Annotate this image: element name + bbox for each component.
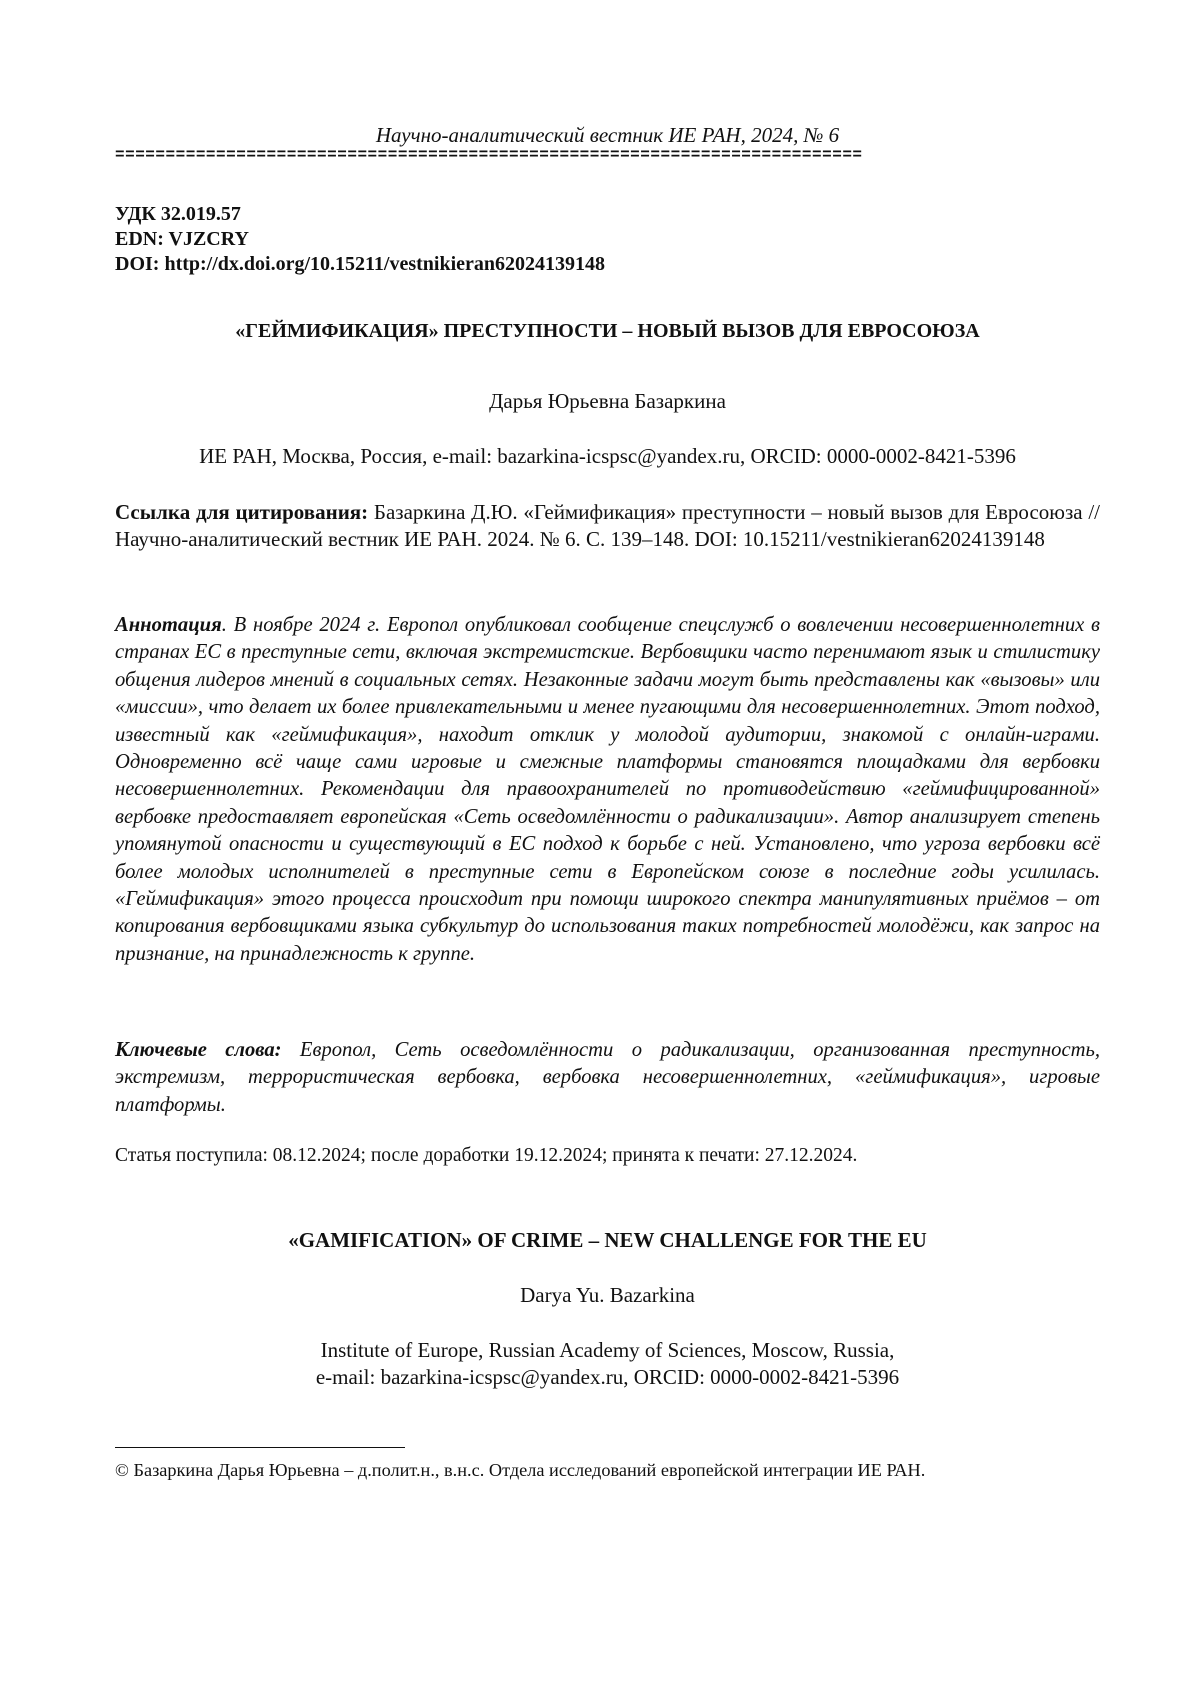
keywords-block xyxy=(115,1037,1100,1119)
footnote-rule xyxy=(115,1447,405,1448)
citation-label: Ссылка для цитирования: xyxy=(115,500,369,524)
article-title-en: «GAMIFICATION» OF CRIME – NEW CHALLENGE FOR THE EU xyxy=(288,1228,927,1252)
article-title-ru: «ГЕЙМИФИКАЦИЯ» ПРЕСТУПНОСТИ – НОВЫЙ ВЫЗОВ ДЛЯ ЕВРОСОЮЗА xyxy=(235,320,980,342)
udc-code: УДК 32.019.57 xyxy=(115,203,241,225)
article-identifiers xyxy=(115,202,605,277)
edn-code: EDN: VJZCRY xyxy=(115,228,249,250)
author-footnote: © Базаркина Дарья Юрьевна – д.полит.н., в.н.с. Отдела исследований европейской интеграции ИЕ РАН. xyxy=(115,1460,926,1480)
author-name-ru: Дарья Юрьевна Базаркина xyxy=(489,389,726,413)
citation-block xyxy=(115,499,1100,553)
affiliation-en-line-2: e-mail: bazarkina-icspsc@yandex.ru, ORCID: 0000-0002-8421-5396 xyxy=(315,1365,900,1389)
submission-dates: Статья поступила: 08.12.2024; после доработки 19.12.2024; принята к печати: 27.12.2024. xyxy=(115,1145,858,1166)
citation-text: Базаркина Д.Ю. «Геймификация» преступности – новый вызов для Евросоюза // Научно-аналитический вестник ИЕ РАН. 2024. № 6. С. 139–148. DOI: 10.15211/vestnikieran62024139148 xyxy=(115,500,1100,551)
abstract-text: . В ноябре 2024 г. Европол опубликовал сообщение спецслужб о вовлечении несовершеннолетних в странах ЕС в преступные сети, включая экстремистские. Вербовщики часто перенимают язык и стилистику общения лидеров мнений в социальных сетях. Незаконные задачи могут быть представлены как «вызовы» или «миссии», что делает их более привлекательными и менее пугающими для несовершеннолетних. Этот подход, известный как «геймификация», находит отклик у молодой аудитории, знакомой с онлайн-играми. Одновременно всё чаще сами игровые и смежные платформы становятся площадками для вербовки несовершеннолетних. Рекомендации для правоохранителей по противодействию «геймифицированной» вербовке предоставляет европейская «Сеть осведомлённости о радикализации». Автор анализирует степень упомянутой опасности и существующий в ЕС подход к борьбе с ней. Установлено, что угроза вербовки всё более молодых исполнителей в преступные сети в Европейском союзе в последние годы усилилась. «Геймификация» этого процесса происходит при помощи широкого спектра манипулятивных приёмов – от копирования вербовщиками языка субкультур до использования таких потребностей молодёжи, как запрос на признание, на принадлежность к группе. xyxy=(115,614,1100,965)
author-affiliation-en xyxy=(115,1337,1100,1391)
running-head: Научно-аналитический вестник ИЕ РАН, 2024, № 6 xyxy=(375,123,840,147)
abstract-block xyxy=(115,612,1100,968)
header-separator: ========================================================================== xyxy=(115,146,863,164)
keywords-label: Ключевые слова: xyxy=(115,1039,282,1061)
author-name-en: Darya Yu. Bazarkina xyxy=(520,1283,695,1307)
author-affiliation-ru: ИЕ РАН, Москва, Россия, e-mail: bazarkina-icspsc@yandex.ru, ORCID: 0000-0002-8421-5396 xyxy=(199,444,1016,468)
abstract-label: Аннотация xyxy=(115,614,222,636)
doi-link[interactable]: DOI: http://dx.doi.org/10.15211/vestnikieran62024139148 xyxy=(115,253,606,275)
affiliation-en-line-1: Institute of Europe, Russian Academy of Sciences, Moscow, Russia, xyxy=(320,1338,895,1362)
keywords-text: Европол, Сеть осведомлённости о радикализации, организованная преступность, экстремизм, террористическая вербовка, вербовка несовершеннолетних, «геймификация», игровые платформы. xyxy=(115,1039,1100,1116)
